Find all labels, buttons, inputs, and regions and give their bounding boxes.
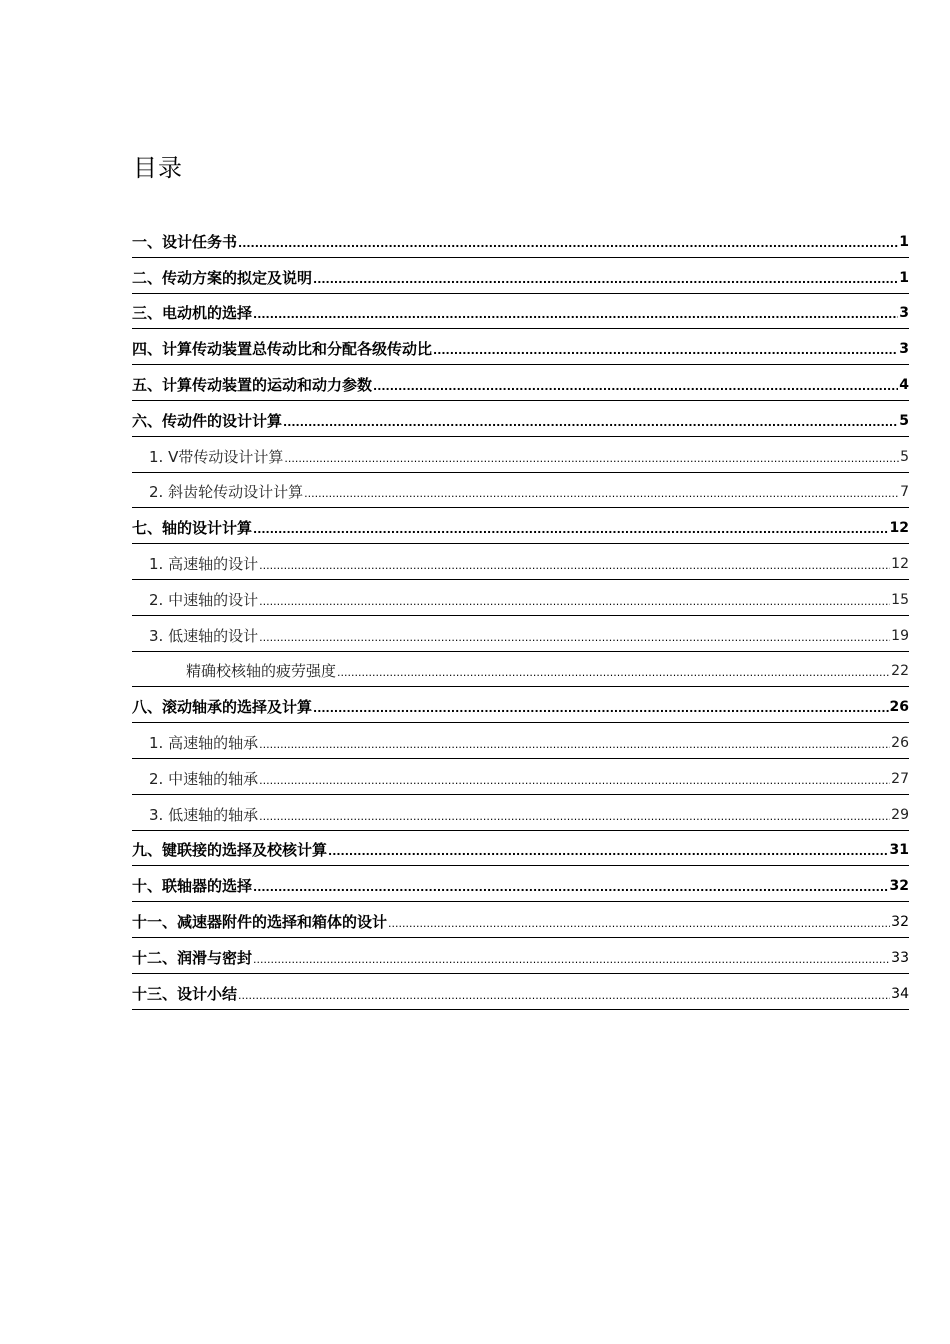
toc-entry-label: 1. 高速轴的轴承 — [149, 733, 259, 752]
toc-subentry[interactable] — [132, 437, 909, 473]
toc-dot-leader — [328, 845, 889, 859]
toc-entry-label: 四、计算传动装置总传动比和分配各级传动比 — [132, 340, 433, 359]
toc-dot-leader — [313, 702, 889, 716]
toc-entry-label: 六、传动件的设计计算 — [132, 411, 283, 430]
toc-page-number: 3 — [899, 341, 909, 358]
toc-entry[interactable] — [132, 401, 909, 437]
toc-page-number: 1 — [899, 269, 909, 286]
toc-entry[interactable] — [132, 258, 909, 294]
toc-entry[interactable] — [132, 329, 909, 365]
toc-dot-leader — [259, 810, 890, 824]
toc-dot-leader — [283, 416, 898, 430]
toc-page-number: 12 — [891, 555, 909, 572]
toc-entry-label: 一、设计任务书 — [132, 232, 238, 251]
toc-subentry[interactable] — [132, 795, 909, 831]
toc-dot-leader — [284, 452, 899, 466]
toc-page-number: 26 — [889, 699, 909, 716]
toc-page-number: 31 — [889, 842, 909, 859]
toc-dot-leader — [304, 487, 899, 501]
toc-entry-label: 五、计算传动装置的运动和动力参数 — [132, 375, 373, 394]
toc-subentry[interactable] — [132, 616, 909, 652]
toc-title: 目录 — [133, 154, 183, 182]
toc-page-number: 19 — [891, 627, 909, 644]
toc-dot-leader — [259, 738, 890, 752]
toc-page-number: 22 — [891, 663, 909, 680]
toc-dot-leader — [253, 953, 890, 967]
toc-entry-label: 二、传动方案的拟定及说明 — [132, 268, 313, 287]
toc-entry-label: 十、联轴器的选择 — [132, 877, 253, 896]
toc-dot-leader — [253, 523, 889, 537]
toc-entry[interactable] — [132, 974, 909, 1010]
toc-page-number: 26 — [891, 734, 909, 751]
toc-entry[interactable] — [132, 222, 909, 258]
toc-page-number: 7 — [900, 484, 909, 501]
toc-entry-label: 1. 高速轴的设计 — [149, 554, 259, 573]
toc-page-number: 32 — [889, 878, 909, 895]
toc-dot-leader — [259, 774, 890, 788]
toc-entry[interactable] — [132, 831, 909, 867]
toc-dot-leader — [373, 380, 898, 394]
toc-dot-leader — [253, 308, 898, 322]
toc-subentry[interactable] — [132, 473, 909, 509]
toc-page-number: 32 — [891, 913, 909, 930]
toc-entry-label: 十二、润滑与密封 — [132, 948, 253, 967]
toc-entry-label: 三、电动机的选择 — [132, 304, 253, 323]
toc-entry-label: 七、轴的设计计算 — [132, 519, 253, 538]
toc-subentry[interactable] — [132, 759, 909, 795]
toc-page-number: 27 — [891, 770, 909, 787]
toc-page-number: 15 — [891, 591, 909, 608]
toc-entry[interactable] — [132, 866, 909, 902]
toc-subentry[interactable] — [132, 544, 909, 580]
toc-dot-leader — [238, 989, 890, 1003]
toc-page-number: 34 — [891, 985, 909, 1002]
toc-dot-leader — [313, 273, 898, 287]
toc-entry-label: 八、滚动轴承的选择及计算 — [132, 698, 313, 717]
toc-entry[interactable] — [132, 508, 909, 544]
toc-dot-leader — [259, 595, 890, 609]
toc-subentry[interactable] — [132, 723, 909, 759]
toc-entry-label: 九、键联接的选择及校核计算 — [132, 841, 328, 860]
toc-page-number: 12 — [889, 520, 909, 537]
toc-entry-label: 精确校核轴的疲劳强度 — [186, 662, 337, 681]
toc-entry-label: 2. 中速轴的设计 — [149, 590, 259, 609]
toc-subsubentry[interactable] — [132, 652, 909, 688]
toc-list — [132, 222, 909, 1010]
toc-entry-label: 1. V带传动设计计算 — [149, 447, 284, 466]
toc-entry-label: 3. 低速轴的轴承 — [149, 805, 259, 824]
toc-entry-label: 2. 斜齿轮传动设计计算 — [149, 483, 304, 502]
toc-page-number: 1 — [899, 233, 909, 250]
toc-dot-leader — [253, 881, 889, 895]
toc-subentry[interactable] — [132, 580, 909, 616]
toc-entry[interactable] — [132, 687, 909, 723]
toc-entry[interactable] — [132, 938, 909, 974]
toc-entry-label: 十一、减速器附件的选择和箱体的设计 — [132, 912, 388, 931]
toc-entry-label: 2. 中速轴的轴承 — [149, 769, 259, 788]
toc-entry-label: 3. 低速轴的设计 — [149, 626, 259, 645]
toc-page-number: 3 — [899, 305, 909, 322]
toc-dot-leader — [259, 559, 890, 573]
toc-dot-leader — [388, 917, 890, 931]
toc-dot-leader — [337, 666, 890, 680]
toc-page-number: 5 — [899, 412, 909, 429]
toc-page-number: 33 — [891, 949, 909, 966]
toc-page-number: 29 — [891, 806, 909, 823]
toc-dot-leader — [238, 237, 898, 251]
toc-dot-leader — [259, 631, 890, 645]
toc-entry[interactable] — [132, 902, 909, 938]
toc-dot-leader — [433, 344, 898, 358]
toc-entry[interactable] — [132, 365, 909, 401]
toc-entry[interactable] — [132, 294, 909, 330]
toc-page-number: 5 — [900, 448, 909, 465]
toc-page-number: 4 — [899, 376, 909, 393]
toc-entry-label: 十三、设计小结 — [132, 984, 238, 1003]
